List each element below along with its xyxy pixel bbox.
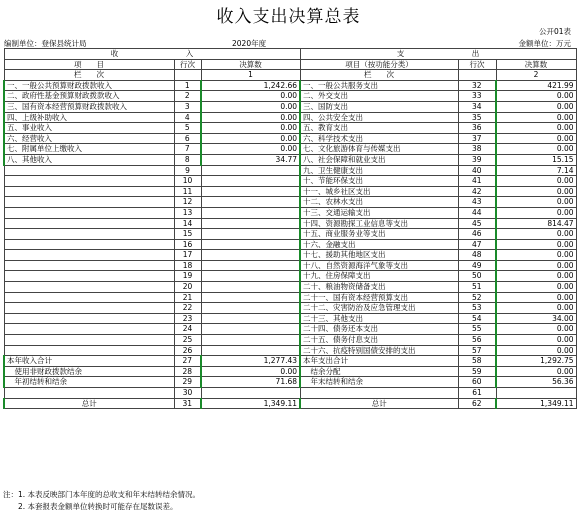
expense-amount-cell: 0.00 xyxy=(496,91,576,102)
report-table xyxy=(3,48,577,409)
income-amount-cell xyxy=(201,218,300,229)
income-item-cell xyxy=(4,345,174,356)
expense-item-cell: 二十三、其他支出 xyxy=(300,313,458,324)
table-row xyxy=(4,207,576,218)
income-seq-cell: 28 xyxy=(174,366,201,377)
expense-seq-cell: 55 xyxy=(458,324,496,335)
income-amount-cell xyxy=(201,239,300,250)
expense-seq-cell: 48 xyxy=(458,250,496,261)
table-row xyxy=(4,356,576,367)
table-row xyxy=(4,101,576,112)
expense-seq-cell: 36 xyxy=(458,123,496,134)
expense-amount-cell: 0.00 xyxy=(496,282,576,293)
expense-seq-cell: 42 xyxy=(458,186,496,197)
expense-amount-cell xyxy=(496,388,576,399)
income-item-cell: 七、附属单位上缴收入 xyxy=(4,144,174,155)
income-amount-cell xyxy=(201,282,300,293)
table-row xyxy=(4,218,576,229)
expense-item-cell: 十七、援助其他地区支出 xyxy=(300,250,458,261)
expense-amount-cell: 56.36 xyxy=(496,377,576,388)
currency-unit: 金额单位：万元 xyxy=(518,39,571,48)
table-row xyxy=(4,366,576,377)
income-item-cell xyxy=(4,282,174,293)
expense-amount-cell: 7.14 xyxy=(496,165,576,176)
expense-amount-cell: 0.00 xyxy=(496,324,576,335)
income-item-cell xyxy=(4,335,174,346)
income-item-cell xyxy=(4,218,174,229)
income-seq-cell: 12 xyxy=(174,197,201,208)
expense-amount-cell: 421.99 xyxy=(496,80,576,91)
income-item-cell xyxy=(4,324,174,335)
table-row xyxy=(4,144,576,155)
expense-seq-header: 行次 xyxy=(458,59,496,70)
header-row-columns xyxy=(4,59,576,70)
expense-seq-cell: 56 xyxy=(458,335,496,346)
income-seq-cell: 3 xyxy=(174,101,201,112)
expense-seq-blank xyxy=(458,70,496,81)
income-seq-cell: 15 xyxy=(174,229,201,240)
income-seq-cell: 8 xyxy=(174,154,201,165)
expense-amount-cell: 1,349.11 xyxy=(496,398,576,409)
income-amount-cell: 34.77 xyxy=(201,154,300,165)
income-item-cell: 二、政府性基金预算财政拨款收入 xyxy=(4,91,174,102)
expense-item-cell: 十八、自然资源海洋气象等支出 xyxy=(300,260,458,271)
income-item-cell: 总计 xyxy=(4,398,174,409)
expense-item-cell: 二十、粮油物资储备支出 xyxy=(300,282,458,293)
expense-seq-cell: 38 xyxy=(458,144,496,155)
income-seq-cell: 9 xyxy=(174,165,201,176)
income-amount-cell xyxy=(201,313,300,324)
expense-seq-cell: 50 xyxy=(458,271,496,282)
income-amount-cell: 1,242.66 xyxy=(201,80,300,91)
income-amount-cell: 0.00 xyxy=(201,91,300,102)
table-row xyxy=(4,176,576,187)
expense-amount-cell: 0.00 xyxy=(496,229,576,240)
income-seq-cell: 23 xyxy=(174,313,201,324)
income-item-cell xyxy=(4,292,174,303)
expense-seq-cell: 53 xyxy=(458,303,496,314)
income-amount-cell xyxy=(201,345,300,356)
expense-seq-cell: 34 xyxy=(458,101,496,112)
income-seq-cell: 16 xyxy=(174,239,201,250)
income-item-cell: 使用非财政拨款结余 xyxy=(4,366,174,377)
table-row xyxy=(4,197,576,208)
income-seq-cell: 26 xyxy=(174,345,201,356)
expense-item-cell: 总计 xyxy=(300,398,458,409)
expense-amount-cell: 0.00 xyxy=(496,176,576,187)
income-amount-cell xyxy=(201,260,300,271)
expense-item-cell: 十四、资源勘探工业信息等支出 xyxy=(300,218,458,229)
table-row xyxy=(4,324,576,335)
expense-amount-cell: 0.00 xyxy=(496,207,576,218)
expense-amount-cell: 0.00 xyxy=(496,250,576,261)
expense-item-cell: 二十四、债务还本支出 xyxy=(300,324,458,335)
income-seq-cell: 24 xyxy=(174,324,201,335)
income-amount-cell: 0.00 xyxy=(201,101,300,112)
unit-label: 编制单位：登保县统计局 xyxy=(4,39,87,48)
table-row xyxy=(4,229,576,240)
income-seq-cell: 19 xyxy=(174,271,201,282)
table-row xyxy=(4,133,576,144)
income-seq-cell: 20 xyxy=(174,282,201,293)
expense-seq-cell: 47 xyxy=(458,239,496,250)
expense-item-cell xyxy=(300,388,458,399)
income-amount-cell xyxy=(201,292,300,303)
expense-amount-cell: 0.00 xyxy=(496,123,576,134)
form-code: 公开01表 xyxy=(538,27,571,36)
table-row xyxy=(4,239,576,250)
expense-seq-cell: 49 xyxy=(458,260,496,271)
expense-amount-cell: 0.00 xyxy=(496,197,576,208)
expense-item-cell: 三、国防支出 xyxy=(300,101,458,112)
expense-item-cell: 二十五、债务付息支出 xyxy=(300,335,458,346)
income-seq-cell: 10 xyxy=(174,176,201,187)
income-amount-cell: 1,349.11 xyxy=(201,398,300,409)
income-item-cell: 五、事业收入 xyxy=(4,123,174,134)
expense-item-cell: 二十二、灾害防治及应急管理支出 xyxy=(300,303,458,314)
income-seq-cell: 30 xyxy=(174,388,201,399)
income-item-cell xyxy=(4,239,174,250)
table-row xyxy=(4,186,576,197)
expense-item-cell: 五、教育支出 xyxy=(300,123,458,134)
table-row xyxy=(4,282,576,293)
expense-item-cell: 二、外交支出 xyxy=(300,91,458,102)
income-seq-cell: 1 xyxy=(174,80,201,91)
income-amount-cell xyxy=(201,207,300,218)
income-col-number: 1 xyxy=(201,70,300,81)
table-row xyxy=(4,165,576,176)
expense-amount-cell: 0.00 xyxy=(496,292,576,303)
table-row xyxy=(4,250,576,261)
expense-seq-cell: 61 xyxy=(458,388,496,399)
expense-item-cell: 九、卫生健康支出 xyxy=(300,165,458,176)
income-item-cell xyxy=(4,271,174,282)
table-row xyxy=(4,377,576,388)
income-item-cell xyxy=(4,176,174,187)
income-amount-cell: 1,277.43 xyxy=(201,356,300,367)
table-row xyxy=(4,398,576,409)
income-amount-cell xyxy=(201,388,300,399)
income-seq-cell: 4 xyxy=(174,112,201,123)
table-row xyxy=(4,260,576,271)
expense-seq-cell: 60 xyxy=(458,377,496,388)
expense-amount-cell: 15.15 xyxy=(496,154,576,165)
table-row xyxy=(4,303,576,314)
income-amount-cell: 0.00 xyxy=(201,123,300,134)
income-amount-cell: 0.00 xyxy=(201,133,300,144)
expense-item-cell: 十、节能环保支出 xyxy=(300,176,458,187)
expense-item-cell: 十二、农林水支出 xyxy=(300,197,458,208)
expense-amount-cell: 0.00 xyxy=(496,335,576,346)
table-row xyxy=(4,80,576,91)
expense-amount-cell: 0.00 xyxy=(496,186,576,197)
expense-seq-cell: 33 xyxy=(458,91,496,102)
income-seq-cell: 11 xyxy=(174,186,201,197)
table-row xyxy=(4,388,576,399)
report-year: 2020年度 xyxy=(232,39,267,48)
expense-seq-cell: 45 xyxy=(458,218,496,229)
income-item-cell xyxy=(4,313,174,324)
expense-seq-cell: 46 xyxy=(458,229,496,240)
expense-item-cell: 二十六、抗疫特别国债安排的支出 xyxy=(300,345,458,356)
expense-item-cell: 二十一、国有资本经营预算支出 xyxy=(300,292,458,303)
income-seq-blank xyxy=(174,70,201,81)
income-item-cell: 年初结转和结余 xyxy=(4,377,174,388)
income-amount-cell xyxy=(201,229,300,240)
income-amount-cell: 71.68 xyxy=(201,377,300,388)
expense-amount-cell: 814.47 xyxy=(496,218,576,229)
expense-col-number: 2 xyxy=(496,70,576,81)
income-item-cell: 四、上级补助收入 xyxy=(4,112,174,123)
expense-amount-cell: 1,292.75 xyxy=(496,356,576,367)
table-row xyxy=(4,123,576,134)
income-seq-cell: 29 xyxy=(174,377,201,388)
income-seq-cell: 14 xyxy=(174,218,201,229)
income-item-cell xyxy=(4,186,174,197)
expense-amount-cell: 0.00 xyxy=(496,144,576,155)
expense-item-cell: 十三、交通运输支出 xyxy=(300,207,458,218)
income-item-cell xyxy=(4,303,174,314)
expense-amount-cell: 34.00 xyxy=(496,313,576,324)
income-amount-cell xyxy=(201,197,300,208)
expense-section-header: 支 出 xyxy=(300,49,576,60)
expense-item-cell: 一、一般公共服务支出 xyxy=(300,80,458,91)
expense-seq-cell: 51 xyxy=(458,282,496,293)
income-amount-cell xyxy=(201,303,300,314)
income-amount-cell xyxy=(201,176,300,187)
expense-item-cell: 六、科学技术支出 xyxy=(300,133,458,144)
table-row xyxy=(4,154,576,165)
income-seq-cell: 6 xyxy=(174,133,201,144)
header-row-index xyxy=(4,70,576,81)
expense-item-cell: 十一、城乡社区支出 xyxy=(300,186,458,197)
expense-amount-cell: 0.00 xyxy=(496,303,576,314)
income-amount-cell xyxy=(201,335,300,346)
table-row xyxy=(4,345,576,356)
income-seq-cell: 31 xyxy=(174,398,201,409)
income-section-header: 收 入 xyxy=(4,49,300,60)
expense-seq-cell: 39 xyxy=(458,154,496,165)
expense-item-cell: 八、社会保障和就业支出 xyxy=(300,154,458,165)
income-item-cell: 本年收入合计 xyxy=(4,356,174,367)
expense-seq-cell: 37 xyxy=(458,133,496,144)
expense-item-cell: 十九、住房保障支出 xyxy=(300,271,458,282)
income-row-label: 栏 次 xyxy=(4,70,174,81)
income-seq-cell: 5 xyxy=(174,123,201,134)
income-item-cell xyxy=(4,250,174,261)
income-seq-cell: 25 xyxy=(174,335,201,346)
expense-amount-cell: 0.00 xyxy=(496,133,576,144)
income-seq-cell: 13 xyxy=(174,207,201,218)
income-amount-cell: 0.00 xyxy=(201,112,300,123)
expense-seq-cell: 44 xyxy=(458,207,496,218)
income-seq-cell: 21 xyxy=(174,292,201,303)
expense-item-cell: 结余分配 xyxy=(300,366,458,377)
expense-item-cell: 本年支出合计 xyxy=(300,356,458,367)
expense-amount-cell: 0.00 xyxy=(496,112,576,123)
expense-amount-cell: 0.00 xyxy=(496,271,576,282)
expense-seq-cell: 40 xyxy=(458,165,496,176)
expense-seq-cell: 57 xyxy=(458,345,496,356)
expense-amount-cell: 0.00 xyxy=(496,260,576,271)
income-item-cell xyxy=(4,165,174,176)
expense-item-cell: 十六、金融支出 xyxy=(300,239,458,250)
table-row xyxy=(4,335,576,346)
income-amount-cell xyxy=(201,186,300,197)
expense-row-label: 栏 次 xyxy=(300,70,458,81)
income-item-cell xyxy=(4,260,174,271)
income-amount-cell: 0.00 xyxy=(201,366,300,377)
income-item-cell: 六、经营收入 xyxy=(4,133,174,144)
income-seq-cell: 18 xyxy=(174,260,201,271)
footnotes xyxy=(3,489,575,513)
expense-amount-cell: 0.00 xyxy=(496,101,576,112)
expense-seq-cell: 32 xyxy=(458,80,496,91)
table-row xyxy=(4,292,576,303)
expense-amount-cell: 0.00 xyxy=(496,345,576,356)
expense-item-cell: 四、公共安全支出 xyxy=(300,112,458,123)
expense-seq-cell: 54 xyxy=(458,313,496,324)
expense-seq-cell: 35 xyxy=(458,112,496,123)
expense-amount-cell: 0.00 xyxy=(496,366,576,377)
expense-budget-header: 决算数 xyxy=(496,59,576,70)
income-amount-cell xyxy=(201,250,300,261)
expense-seq-cell: 41 xyxy=(458,176,496,187)
income-amount-cell xyxy=(201,271,300,282)
expense-seq-cell: 59 xyxy=(458,366,496,377)
income-seq-cell: 17 xyxy=(174,250,201,261)
income-item-cell xyxy=(4,207,174,218)
income-item-header: 项 目 xyxy=(4,59,174,70)
expense-item-header: 项目（按功能分类） xyxy=(300,59,458,70)
income-seq-cell: 22 xyxy=(174,303,201,314)
table-row xyxy=(4,112,576,123)
income-amount-cell xyxy=(201,165,300,176)
income-seq-header: 行次 xyxy=(174,59,201,70)
income-budget-header: 决算数 xyxy=(201,59,300,70)
expense-seq-cell: 52 xyxy=(458,292,496,303)
income-item-cell: 八、其他收入 xyxy=(4,154,174,165)
expense-seq-cell: 43 xyxy=(458,197,496,208)
income-amount-cell: 0.00 xyxy=(201,144,300,155)
income-item-cell: 三、国有资本经营预算财政拨款收入 xyxy=(4,101,174,112)
expense-amount-cell: 0.00 xyxy=(496,239,576,250)
note-1: 注：1. 本表反映部门本年度的总收支和年末结转结余情况。 xyxy=(3,490,201,499)
income-item-cell xyxy=(4,388,174,399)
expense-seq-cell: 58 xyxy=(458,356,496,367)
income-item-cell: 一、一般公共预算财政拨款收入 xyxy=(4,80,174,91)
income-seq-cell: 2 xyxy=(174,91,201,102)
income-seq-cell: 7 xyxy=(174,144,201,155)
income-item-cell xyxy=(4,197,174,208)
expense-seq-cell: 62 xyxy=(458,398,496,409)
expense-item-cell: 七、文化旅游体育与传媒支出 xyxy=(300,144,458,155)
income-item-cell xyxy=(4,229,174,240)
income-seq-cell: 27 xyxy=(174,356,201,367)
table-row xyxy=(4,271,576,282)
expense-item-cell: 年末结转和结余 xyxy=(300,377,458,388)
report-title: 收入支出决算总表 xyxy=(216,7,361,27)
expense-item-cell: 十五、商业服务业等支出 xyxy=(300,229,458,240)
table-row xyxy=(4,91,576,102)
income-amount-cell xyxy=(201,324,300,335)
header-row-section xyxy=(4,49,576,60)
table-row xyxy=(4,313,576,324)
note-2: 2. 本套报表金额单位转换时可能存在尾数误差。 xyxy=(3,502,178,511)
